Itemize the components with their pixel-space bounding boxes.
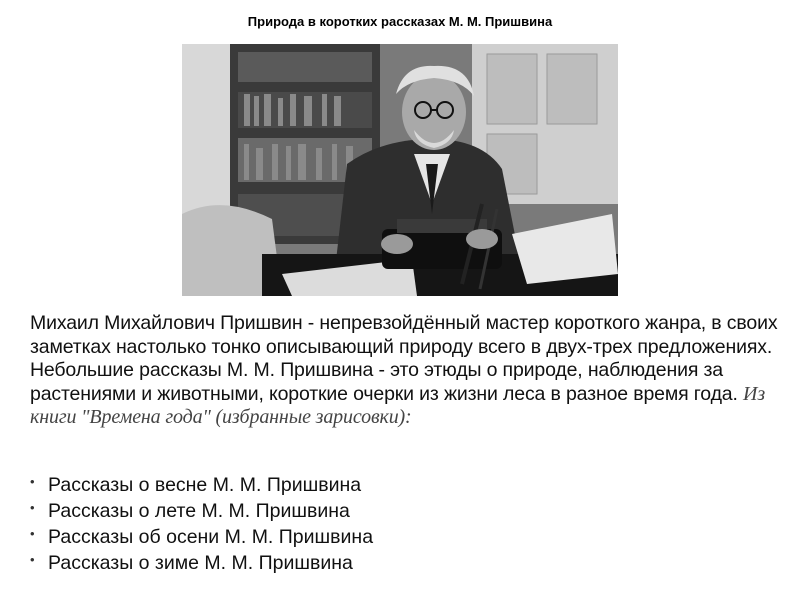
description-text: Михаил Михайлович Пришвин - непревзойдённый мастер короткого жанра, в своих заметках настолько тонко описывающий природу всего в двух-трех предложениях. Небольшие рассказы М. М. Пришвина - это этюды о природе, наблюдения за растениями и животными, короткие очерки из жизни леса в разное время года.	[30, 312, 778, 405]
list-item	[28, 498, 373, 524]
list-item	[28, 524, 373, 550]
list-item	[28, 550, 373, 576]
list-item-label: Рассказы о лете М. М. Пришвина	[48, 500, 350, 522]
story-list	[28, 472, 373, 576]
slide-title: Природа в коротких рассказах М. М. Пришвина	[247, 14, 553, 29]
list-item-label: Рассказы об осени М. М. Пришвина	[48, 526, 374, 548]
bullet-icon: •	[30, 552, 35, 567]
list-item-label: Рассказы о весне М. М. Пришвина	[48, 474, 362, 496]
list-item-label: Рассказы о зиме М. М. Пришвина	[48, 552, 353, 574]
book-reference: Из книги "Времена года" (избранные зарисовки):	[30, 382, 765, 428]
bullet-icon: •	[30, 474, 35, 489]
description-paragraph	[30, 312, 778, 430]
author-photo	[182, 44, 618, 296]
bullet-icon: •	[30, 500, 35, 515]
bullet-icon: •	[30, 526, 35, 541]
list-item	[28, 472, 373, 498]
